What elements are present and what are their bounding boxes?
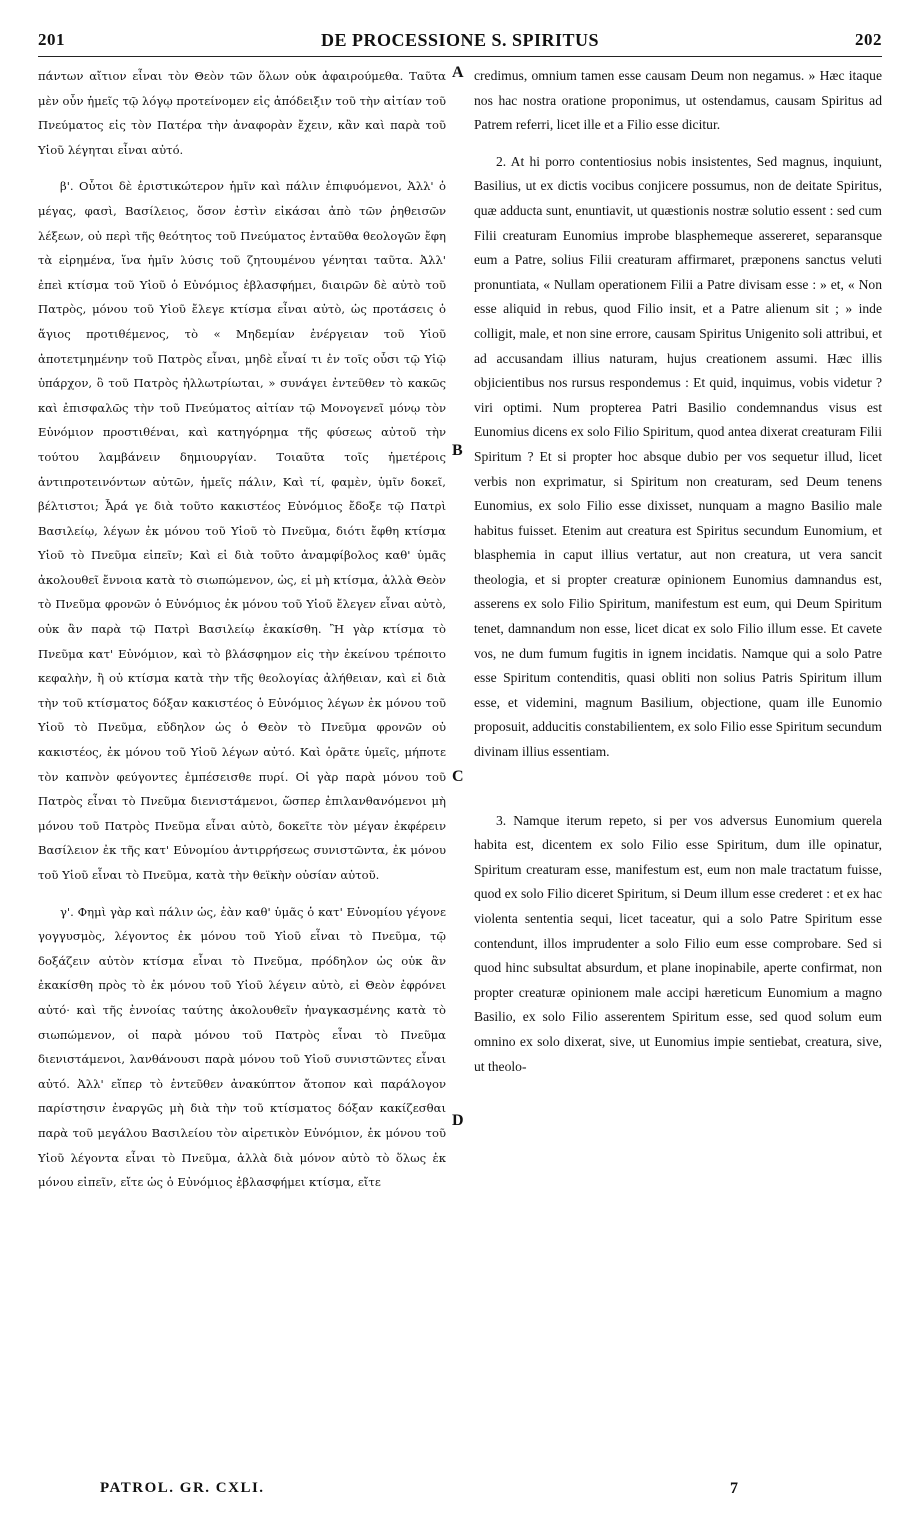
greek-paragraph-2: β'. Οὗτοι δὲ ἐριστικώτερον ἡμῖν καὶ πάλιν ἐπιφυόμενοι, Ἀλλ' ὁ μέγας, φασὶ, Βασίλειος, ὅσον ἐστὶν εἰκάσαι ἀπὸ τῶν ῥηθεισῶν λέξεων, οὐ περὶ τῆς θεότητος τοῦ Πνεύματος ἐνταῦθα θεολογῶν ἔφη τὰ εἰρημένα, ἵνα ἡμῖν λύσις τοῦ ζητουμένου γένηται ταῦτα. Ἀλλ' ἐπεὶ κτίσμα τοῦ Υἱοῦ ὁ Εὐνόμιος ἐβλασφήμει, διαιρῶν δὲ αὐτὸ τοῦ Πατρὸς, μόνου τοῦ Υἱοῦ ἔλεγε κτίσμα εἶναι αὐτὸ, ὡς προτάσεις ὁ ἅγιος προτιθέμενος, τὸ « Μηδεμίαν ἐνέργειαν τοῦ Υἱοῦ ἀποτετμημένην τοῦ Πατρὸς εἶναι, μηδὲ εἶναί τι ἐν τοῖς οὖσι τῷ Υἱῷ ὑπάρχον, ὃ τοῦ Πατρὸς ἠλλωτρίωται, » συνάγει ἐντεῦθεν τὸ κακῶς καὶ ἐπισφαλῶς τὴν τοῦ Πνεύματος αἰτίαν τῷ Μονογενεῖ μόνῳ τὸν Εὐνόμιον προστιθέναι, καὶ κατηγόρημα τῆς φύσεως αὐτοῦ τὴν τούτου λαμβάνειν δημιουργίαν. Τοιαῦτα τοῖς ἡμετέροις ἀντιπροτεινόντων αὐτῶν, ἡμεῖς πάλιν, Καὶ τί, φαμὲν, ὑμῖν δοκεῖ, βέλτιστοι; Ἆρά γε διὰ τοῦτο κακιστέος Εὐνόμιος ἔδοξε τῷ Πατρὶ Βασιλείῳ, λέγων ἐκ μόνου τοῦ Υἱοῦ τὸ Πνεῦμα, διότι ἔφθη κτίσμα Υἱοῦ τὸ Πνεῦμα εἰπεῖν; Καὶ εἰ διὰ τοῦτο ἀναμφίβολος καθ' ὑμᾶς ἀκολουθεῖ ἔννοια κατὰ τὸ σιωπώμενον, ὡς, εἰ μὴ κτίσμα, ἀλλὰ Θεὸν τὸ Πνεῦμα φρονῶν ὁ Εὐνόμιος ἐκ μόνου τοῦ Υἱοῦ ἔλεγεν εἶναι αὐτὸ, οὐκ ἂν παρὰ τῷ Πατρὶ Βασιλείῳ ἐκακίσθη. Ἢ γὰρ κτίσμα τὸ Πνεῦμα κατ' Εὐνόμιον, καὶ τὸ βλάσφημον εἰς τὴν ἐκείνου τρέποιτο κεφαλὴν, ἢ οὐ κτίσμα κατὰ τὴν τῆς θεολογίας ἀλήθειαν, καὶ εἰ διὰ τὴν τοῦ κτίσματος δόξαν κακιστέος ὁ Εὐνόμιος λέγων ἐκ μόνου τοῦ Υἱοῦ τὸ Πνεῦμα, εὔδηλον ὡς ὁ Θεὸν τὸ Πνεῦμα φρονῶν οὐ κακιστέος, ἐκ μόνου τοῦ Υἱοῦ λέγων αὐτό. Καὶ ὁρᾶτε ὑμεῖς, μήποτε τὸν καπνὸν φεύγοντες ἐμπέσεισθε πυρί. Οἱ γὰρ παρὰ μόνου τοῦ Πατρὸς εἶναι τὸ Πνεῦμα διενιστάμενοι, ὥσπερ ἐπιλανθανόμενοι μὴ μόνου τοῦ Πατρὸς Πνεῦμα εἶναι αὐτὸ, δοκεῖτε τὸν μέγαν ἐκφέρειν Βασίλειον ἐκ τῆς κατ' Εὐνομίου ἀντιρρήσεως συνιστῶντα, ἐκ μόνου τοῦ Υἱοῦ εἶναι τὸ Πνεῦμα, κατὰ τὴν θεϊκὴν οὐσίαν αὐτοῦ. bbox=[38, 179, 446, 882]
page-number-right: 202 bbox=[855, 30, 882, 49]
greek-paragraph-3: γ'. Φημὶ γὰρ καὶ πάλιν ὡς, ἐὰν καθ' ὑμᾶς ὁ κατ' Εὐνομίου γέγονε γογγυσμὸς, λέγοντος ἐκ μόνου τοῦ Υἱοῦ εἶναι τὸ Πνεῦμα, τῷ δοξάζειν αὐτὸν κτίσμα εἶναι τὸ Πνεῦμα, πρόδηλον ὡς οὐκ ἂν ἐκακίσθη πρὸς τὸ ἐκ μόνου τοῦ Υἱοῦ λέγειν αὐτὸ, εἰ Θεὸν ἐφρόνει αὐτό· καὶ τῆς ἐννοίας ταύτης ἀκολουθεῖν ἠναγκασμένης κατὰ τὸ σιωπώμενον, οἱ παρὰ μόνου τοῦ Πατρὸς εἶναι τὸ Πνεῦμα διενιστάμενοι, λανθάνουσι παρὰ μόνου τοῦ Υἱοῦ συνιστῶντες εἶναι αὐτό. Ἀλλ' εἴπερ τὸ ἐντεῦθεν ἀνακύπτον ἄτοπον καὶ παράλογον παρίστησιν ἐναργῶς μὴ διὰ τὴν τοῦ κτίσματος δόξαν κακίζεσθαι παρὰ τοῦ μεγάλου Βασιλείου τὸν αἱρετικὸν Εὐνόμιον, ἐκ μόνου τοῦ Υἱοῦ λέγοντα εἶναι τὸ Πνεῦμα, ἀλλὰ διὰ μόνον αὐτὸ τὸ ὅλως ἐκ μόνου εἰπεῖν, εἴτε ὡς ὁ Εὐνόμιος ἐβλασφήμει κτίσμα, εἴτε bbox=[38, 904, 446, 1190]
latin-paragraph-2: 2. At hi porro contentiosius nobis insistentes, Sed magnus, inquiunt, Basilius, ut ex dictis vocibus conjicere possumus, non de deitate Spiritus, quæ adducta sunt, enuntiavit, ut quæstionis nostræ solutio essent : sed cum Filii creaturam Eunomius improbe blasphemeque assereret, separansque eum a Patre, solius Filii creaturam affirmaret, præponens sanctus veluti pronuntiata, « Nullam operationem Filii a Patre divisam esse : » et, « Non esse aliquid in rebus, quod Filio insit, et a Patre alienum sit ; » inde colligit, male, et non sine errore, causam Spiritus Unigenito soli attribui, et ad accusandam illius naturam, hujus creationem assumi. Hæc illis objicientibus nos rursus respondemus : Et quid, inquimus, vobis videtur ? viri optimi. Num propterea Patri Basilio condemnandus visus est Eunomius dicens ex solo Filio Spiritum, quod antea dixerat creaturam Filii Spiritum ? Et si propter hoc absque dubio per vos sequetur illud, licet verbis non exprimatur, si Spiritum non creaturam, sed Deum tenens Eunomius, ex solo Filio esse dixisset, nunquam a magno Basilio male habitus fuisset. Etenim aut creatura est Spiritus secundum Eunomium, et blasphemia in caput illius vertatur, aut non creatura, ut vera sancit theologia, et si propter creaturæ opinionem Eunomius damnandus est, asserens ex solo Filio Spiritum, manifestum est eum, qui Deum Spiritum tenet, damnandum non esse, licet dicat ex solo Filio illum esse. Et cavete vos, ne dum fumum fugitis in ignem incidatis. Namque qui a solo Patre esse Spiritum contenditis, quasi obliti non solius Patris Spiritum illum esse, et videmini, magnum Basilium, objectione, quam ille Eunomio proposuit, adducitis constabilientem, ex solo Filio esse Spiritum secundum divinam illius essentiam. bbox=[474, 153, 882, 760]
latin-paragraph-1: credimus, omnium tamen esse causam Deum non negamus. » Hæc itaque nos hac nostra oratione proponimus, ut ostendamus, causam Spiritus ad Patrem referri, licet ille et a Filio esse dicitur. bbox=[474, 68, 882, 133]
section-marker-d: D bbox=[452, 1112, 464, 1129]
footer-source: PATROL. GR. CXLI. bbox=[100, 1480, 265, 1496]
section-marker-b: B bbox=[452, 442, 463, 459]
running-title: DE PROCESSIONE S. SPIRITUS bbox=[320, 30, 600, 50]
latin-column bbox=[474, 64, 882, 1079]
signature-mark: 7 bbox=[730, 1480, 738, 1497]
greek-paragraph-1: πάντων αἴτιον εἶναι τὸν Θεὸν τῶν ὅλων οὐκ ἀφαιρούμεθα. Ταῦτα μὲν οὖν ἡμεῖς τῷ λόγῳ προτείνομεν εἰς ἀπόδειξιν τοῦ τὴν αἰτίαν τοῦ Πνεύματος εἰς τὸν Πατέρα τὴν ἀναφορὰν ἔχειν, κἂν καὶ παρὰ τοῦ Υἱοῦ λέγηται εἶναι αὐτό. bbox=[38, 69, 447, 157]
page-number-left: 201 bbox=[38, 30, 65, 49]
page-header bbox=[38, 30, 882, 57]
latin-paragraph-3: 3. Namque iterum repeto, si per vos adversus Eunomium querela habita est, dicentem ex solo Filio esse Spiritum, dum ille opinatur, Spiritum creaturam esse, manifestum est, eum non male tractatum fuisse, quod ex solo Filio diceret Spiritum, si Deum illum esse crederet : et ex hac violenta sententia sequi, licet taceatur, qui a solo Patre Spiritum esse contendunt, illos imprudenter a solo Filio eum esse comprobare. Sed si quod hinc subsultat absurdum, et plane inopinabile, aperte confirmat, non propter creaturæ opinionem male accipi hæreticum Eunomium a magno Basilio, ex solo Filio asserentem Spiritum esse, sed quod solum eum omnino ex solo dixerat, sive, ut Eunomius impie sentiebat, creatura, sive, ut theolo- bbox=[474, 812, 882, 1074]
section-marker-c: C bbox=[452, 768, 464, 785]
greek-column bbox=[38, 64, 446, 1195]
section-marker-a: A bbox=[452, 64, 464, 81]
